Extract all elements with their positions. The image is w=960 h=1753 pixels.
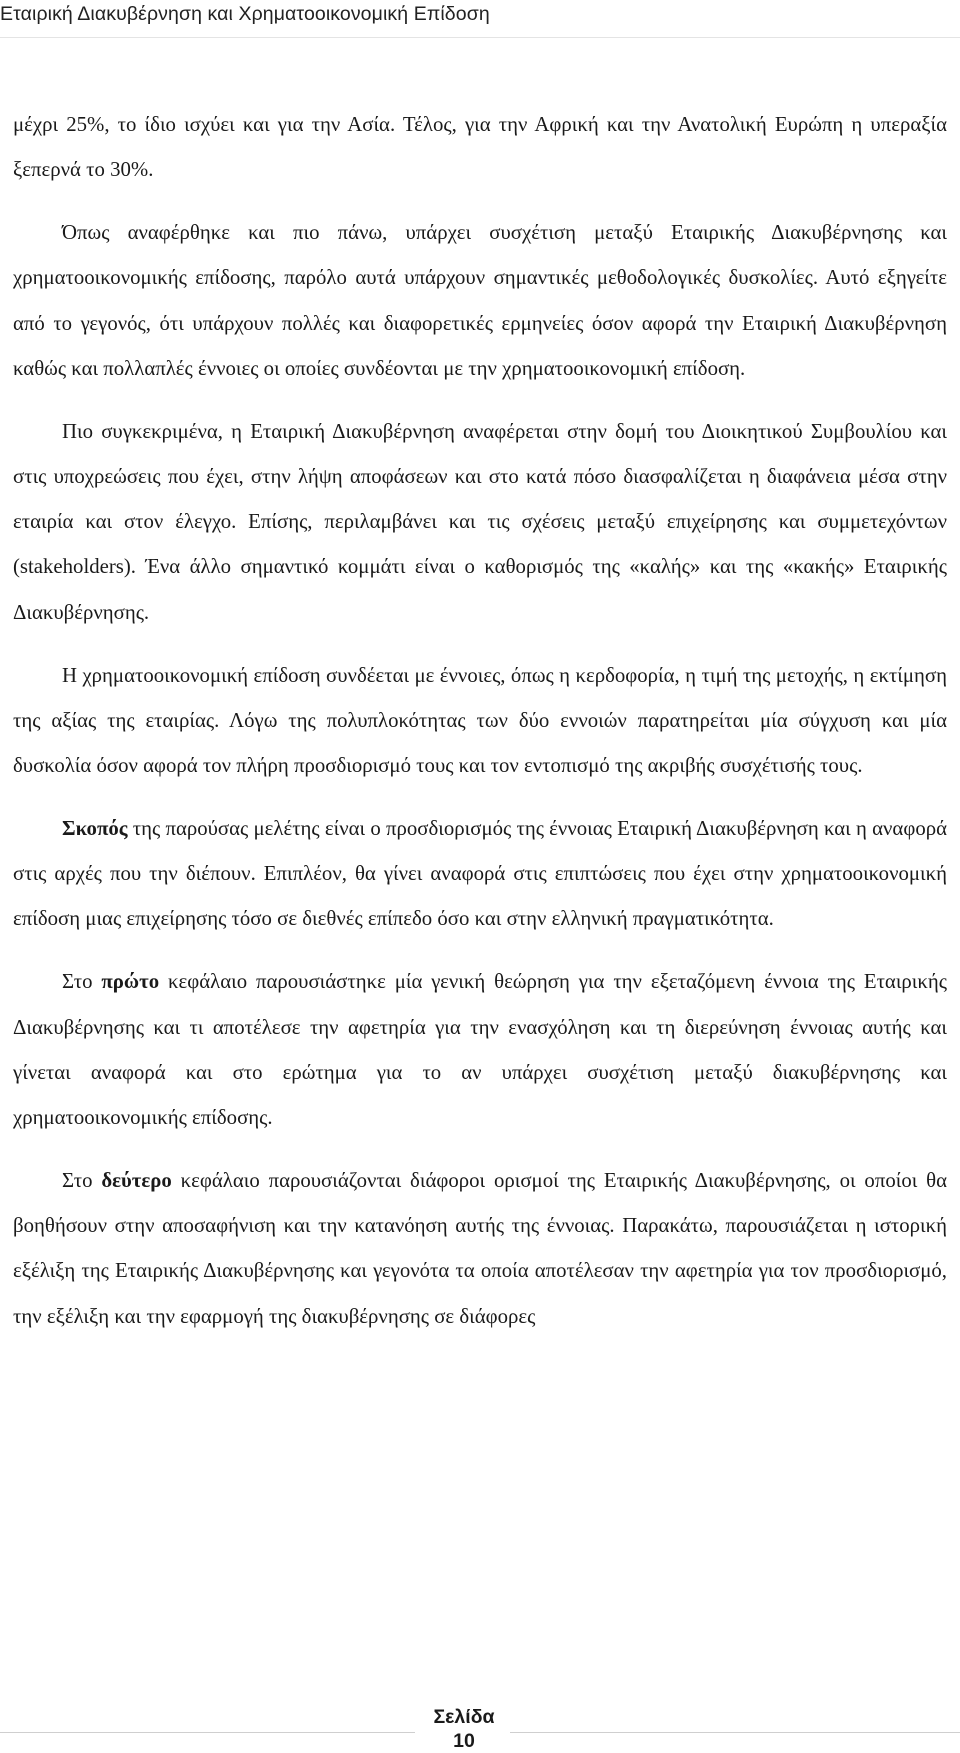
paragraph-5-rest: της παρούσας μελέτης είναι ο προσδιορισμός της έννοιας Εταιρική Διακυβέρνηση και η αναφορά στις αρχές που την διέπουν. Επιπλέον, θα γίνει αναφορά στις επιπτώσεις που έχει στην χρηματοοικονομική επίδοση μιας επιχείρησης τόσο σε διεθνές επίπεδο όσο και στην ελληνική πραγματικότητα. [13,817,947,931]
page-number [418,1705,510,1753]
document-body [13,102,947,1339]
paragraph-6-lead: Στο [62,970,102,994]
page-number-value: 10 [453,1730,475,1752]
paragraph-5 [13,806,947,942]
footer-divider-left [0,1732,415,1733]
paragraph-7-rest: κεφάλαιο παρουσιάζονται διάφοροι ορισμοί της Εταιρικής Διακυβέρνησης, οι οποίοι θα βοηθήσουν στην αποσαφήνιση και την κατανόηση αυτής της έννοιας. Παρακάτω, παρουσιάζεται η ιστορική εξέλιξη της Εταιρικής Διακυβέρνησης και γεγονότα τα οποία αποτέλεσαν την αφετηρία για τον προσδιορισμό, την εξέλιξη και την εφαρμογή της διακυβέρνησης σε διάφορες [13,1169,947,1328]
paragraph-6-rest: κεφάλαιο παρουσιάστηκε μία γενική θεώρηση για την εξεταζόμενη έννοια της Εταιρικής Διακυβέρνησης και τι αποτέλεσε την αφετηρία για την ενασχόληση και τη διερεύνηση έννοιας αυτής και γίνεται αναφορά και στο ερώτημα για το αν υπάρχει συσχέτιση μεταξύ διακυβέρνησης και χρηματοοικονομικής επίδοσης. [13,970,947,1130]
paragraph-3: Πιο συγκεκριμένα, η Εταιρική Διακυβέρνηση αναφέρεται στην δομή του Διοικητικού Συμβουλίου και στις υποχρεώσεις που έχει, στην λήψη αποφάσεων και στο κατά πόσο διασφαλίζεται η διαφάνεια μέσα στην εταιρία και στον έλεγχο. Επίσης, περιλαμβάνει και τις σχέσεις μεταξύ επιχείρησης και συμμετεχόντων (stakeholders). Ένα άλλο σημαντικό κομμάτι είναι ο καθορισμός της «καλής» και της «κακής» Εταιρικής Διακυβέρνησης. [13,419,947,624]
paragraph-4: Η χρηματοοικονομική επίδοση συνδέεται με έννοιες, όπως η κερδοφορία, η τιμή της μετοχής, η εκτίμηση της αξίας της εταιρίας. Λόγω της πολυπλοκότητας των δύο εννοιών παρατηρείται μία σύγχυση και μία δυσκολία όσον αφορά τον πλήρη προσδιορισμό τους και τον εντοπισμό της ακριβής συσχέτισής τους. [13,663,947,778]
paragraph-7-bold-term: δεύτερο [101,1169,172,1193]
running-header-title: Εταιρική Διακυβέρνηση και Χρηματοοικονομική Επίδοση [0,3,490,25]
paragraph-6 [13,959,947,1140]
header-divider [0,37,960,38]
page-label: Σελίδα [433,1706,495,1728]
paragraph-2: Όπως αναφέρθηκε και πιο πάνω, υπάρχει συσχέτιση μεταξύ Εταιρικής Διακυβέρνησης και χρηματοοικονομικής επίδοσης, παρόλο αυτά υπάρχουν σημαντικές μεθοδολογικές δυσκολίες. Αυτό εξηγείτε από το γεγονός, ότι υπάρχουν πολλές και διαφορετικές ερμηνείες όσον αφορά την Εταιρική Διακυβέρνηση καθώς και πολλαπλές έννοιες οι οποίες συνδέονται με την χρηματοοικονομική επίδοση. [13,221,947,380]
paragraph-1: μέχρι 25%, το ίδιο ισχύει και για την Ασία. Τέλος, για την Αφρική και την Ανατολική Ευρώπη η υπεραξία ξεπερνά το 30%. [13,113,947,182]
paragraph-7 [13,1158,947,1339]
paragraph-6-bold-term: πρώτο [101,970,160,994]
paragraph-7-lead: Στο [62,1169,102,1193]
footer-divider-right [510,1732,960,1733]
paragraph-5-bold-term: Σκοπός [62,817,128,841]
